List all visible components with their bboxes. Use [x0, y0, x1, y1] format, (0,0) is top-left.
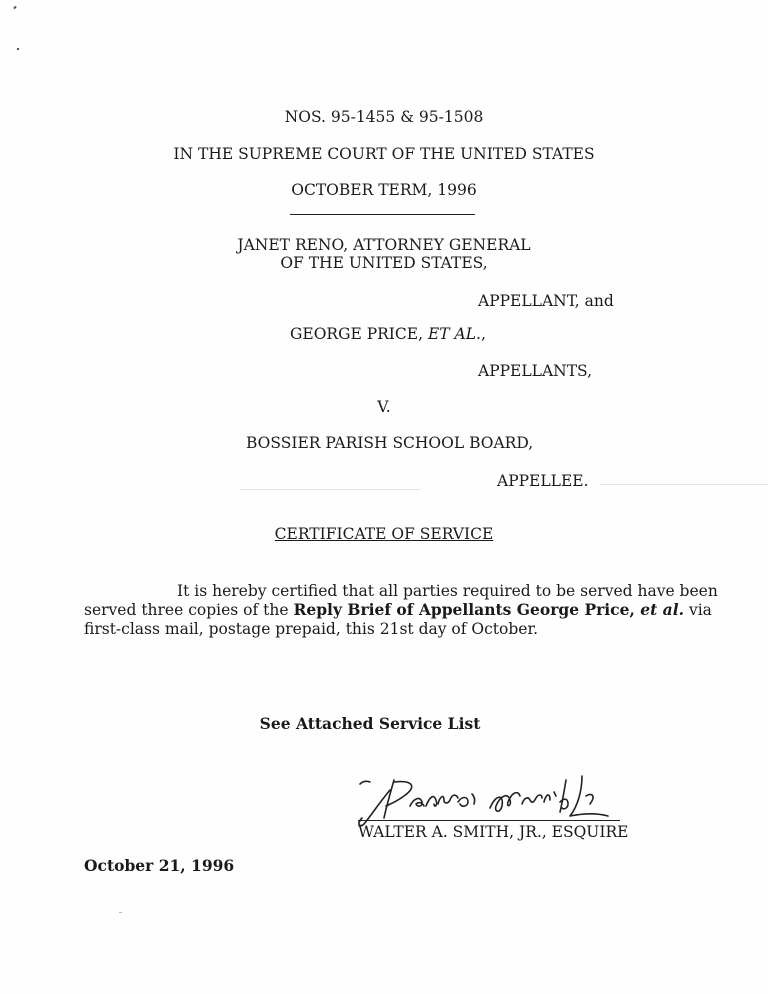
brief-title: Reply Brief of Appellants George Price, — [293, 600, 641, 619]
certificate-line1: It is hereby certified that all parties required to be served have been — [177, 582, 718, 600]
certificate-line2: served three copies of the Reply Brief of Appellants George Price, et al. via — [84, 600, 712, 619]
brief-et-al: et al. — [640, 600, 685, 619]
scan-speck — [119, 912, 122, 913]
case-numbers: NOS. 95-1455 & 95-1508 — [284, 108, 484, 126]
party2-name: GEORGE PRICE, ET AL., — [290, 325, 486, 343]
signature-line — [358, 820, 620, 821]
party2-role: APPELLANTS, — [478, 362, 593, 380]
party1-line1: JANET RENO, ATTORNEY GENERAL — [237, 236, 531, 254]
certificate-line3: first-class mail, postage prepaid, this 21st day of October. — [84, 620, 539, 638]
caption-divider — [290, 214, 475, 215]
service-list-note: See Attached Service List — [259, 714, 481, 733]
scan-speck — [13, 6, 16, 10]
certificate-heading: CERTIFICATE OF SERVICE — [274, 525, 494, 543]
party1-role: APPELLANT, and — [478, 292, 614, 310]
versus: V. — [377, 398, 391, 416]
party3-name: BOSSIER PARISH SCHOOL BOARD, — [246, 434, 534, 452]
court-name: IN THE SUPREME COURT OF THE UNITED STATES — [173, 145, 595, 163]
party1-line2: OF THE UNITED STATES, — [280, 254, 488, 272]
scan-line — [600, 484, 768, 485]
party3-role: APPELLEE. — [497, 472, 589, 490]
scan-line — [240, 489, 420, 490]
signer-name: WALTER A. SMITH, JR., ESQUIRE — [358, 823, 629, 841]
document-date: October 21, 1996 — [84, 856, 235, 875]
party2-et-al: ET AL. — [427, 325, 481, 343]
term: OCTOBER TERM, 1996 — [291, 181, 477, 199]
scan-speck — [17, 48, 19, 50]
